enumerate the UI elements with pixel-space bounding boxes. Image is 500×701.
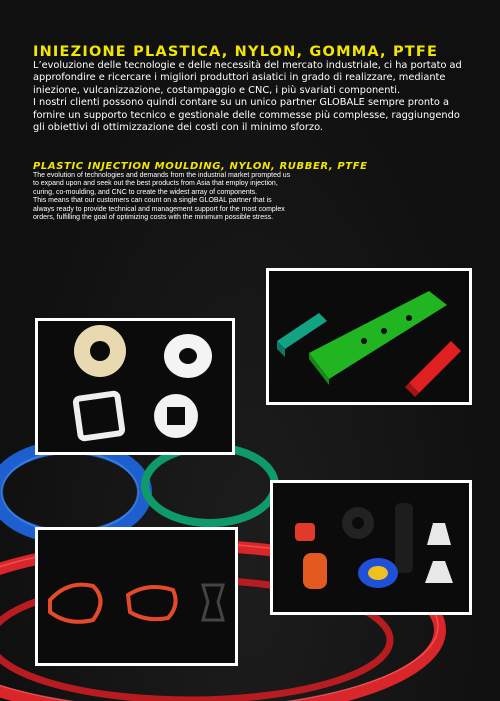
page-title-italian: INIEZIONE PLASTICA, NYLON, GOMMA, PTFE <box>33 43 439 60</box>
photo-plastic-profiles <box>266 268 472 405</box>
page-title-english: PLASTIC INJECTION MOULDING, NYLON, RUBBER, PTFE <box>33 161 368 173</box>
black-bellows <box>395 503 413 573</box>
photo-nylon-gears <box>35 318 235 455</box>
rubber-bellows-illustration <box>273 483 469 612</box>
intro-text-italian <box>33 60 473 134</box>
intro-paragraph-2-english: This means that our customers can count on a single GLOBAL partner that is always ready to provide technical and management support for the most complex orders, fulfilling the goal of optimizing costs with the minimum possible stress. <box>33 197 285 222</box>
intro-paragraph-1-english: The evolution of technologies and demands from the industrial market prompted us to expand upon and seek out the best products from Asia that employ injection, curing, co-moulding, and CNC to create the widest array of components. <box>33 172 291 196</box>
white-bushing <box>164 334 212 378</box>
red-grommet <box>295 523 315 541</box>
nylon-gears-illustration <box>38 321 232 452</box>
silicone-gaskets-illustration <box>38 530 235 663</box>
square-bore-gear <box>154 394 198 438</box>
photo-silicone-gaskets <box>35 527 238 666</box>
green-seal-ring <box>145 447 275 523</box>
intro-paragraph-1-italian: L’evoluzione delle tecnologie e delle necessità del mercato industriale, ci ha portato ad approfondire e ricercare i migliori produttori asiatici in grado di realizzare, mediante iniezione, vulcanizzazione, costampaggio e CNC, i più svariati componenti. <box>33 60 462 96</box>
blue-seal-ring <box>0 447 145 537</box>
blue-yellow-ring <box>358 558 398 588</box>
photo-rubber-bellows <box>270 480 472 615</box>
black-star-coupling <box>342 507 374 539</box>
cream-gear <box>74 325 126 377</box>
plastic-profiles-illustration <box>269 271 469 402</box>
intro-text-english <box>33 172 293 222</box>
intro-paragraph-2-italian: I nostri clienti possono quindi contare su un unico partner GLOBALE sempre pronto a fornire un supporto tecnico e gestionale delle commesse più complesse, raggiungendo gli obiettivi di ottimizzazione dei costi con il minimo sforzo. <box>33 97 460 134</box>
orange-bellows <box>303 553 327 589</box>
